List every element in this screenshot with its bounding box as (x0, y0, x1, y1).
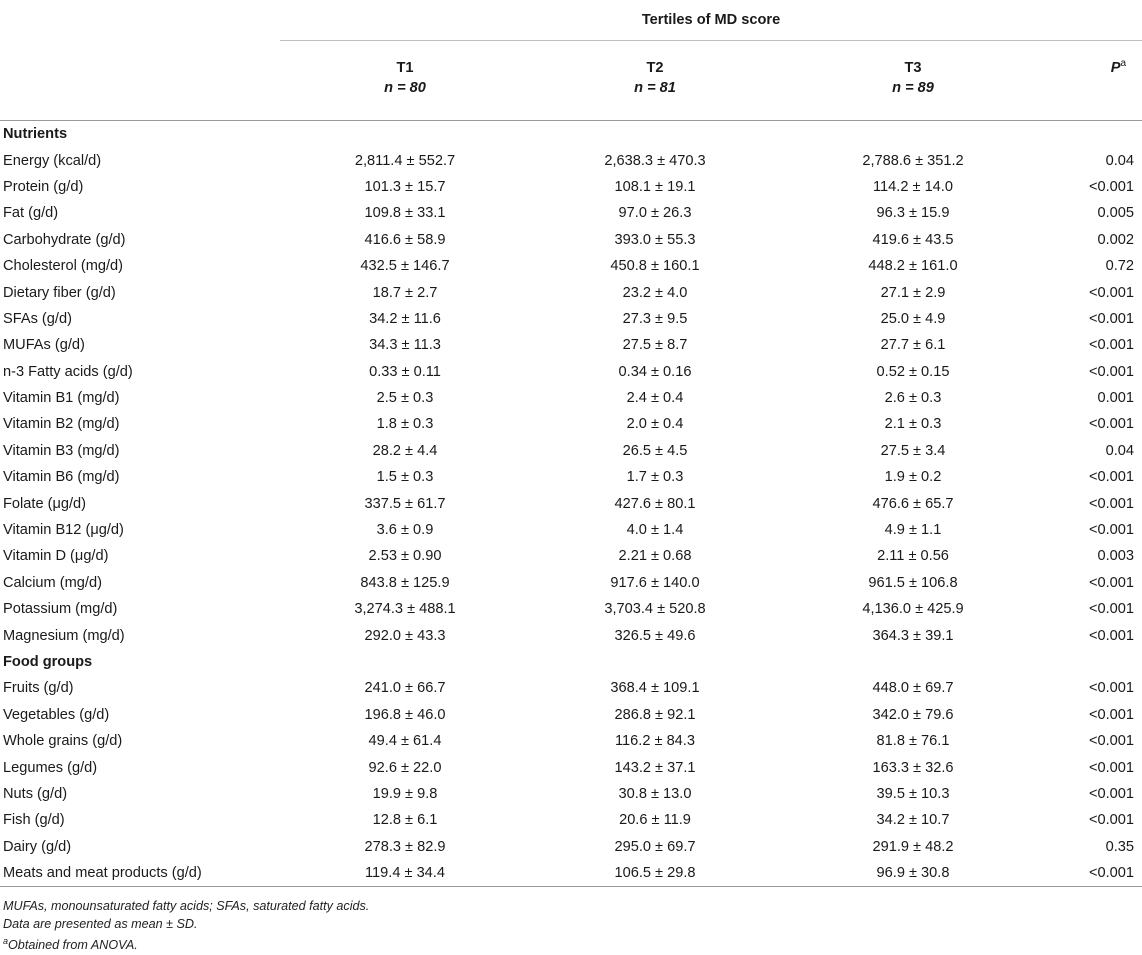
cell-t2: 427.6 ± 80.1 (614, 495, 696, 512)
row-label: Legumes (g/d) (3, 759, 98, 776)
table-row (0, 860, 1142, 887)
cell-p-value: 0.35 (1105, 838, 1135, 855)
cell-t3: 4,136.0 ± 425.9 (862, 601, 964, 618)
cell-t2: 0.34 ± 0.16 (618, 363, 692, 380)
cell-p-value: <0.001 (1088, 785, 1135, 802)
cell-t2: 2.0 ± 0.4 (626, 416, 684, 433)
cell-t3: 2.1 ± 0.3 (884, 416, 942, 433)
group-header-row (0, 0, 1142, 40)
table-row (0, 464, 1142, 490)
cell-t2: 326.5 ± 49.6 (614, 627, 696, 644)
cell-t1: 28.2 ± 4.4 (372, 442, 438, 459)
header-separator (0, 110, 1142, 121)
cell-t1: 2.5 ± 0.3 (376, 390, 434, 407)
cell-t3: 27.5 ± 3.4 (880, 442, 946, 459)
cell-t1: 843.8 ± 125.9 (360, 574, 450, 591)
row-label: Energy (kcal/d) (3, 152, 102, 169)
cell-t3: 2.6 ± 0.3 (884, 390, 942, 407)
cell-t1: 12.8 ± 6.1 (372, 812, 438, 829)
cell-t3: 448.2 ± 161.0 (868, 258, 958, 275)
cell-p-value: <0.001 (1088, 284, 1135, 301)
row-label: Dairy (g/d) (3, 838, 72, 855)
row-label: Meats and meat products (g/d) (3, 865, 202, 882)
row-label: Dietary fiber (g/d) (3, 284, 116, 301)
cell-t1: 0.33 ± 0.11 (369, 363, 441, 380)
cell-p-value: <0.001 (1088, 733, 1135, 750)
p-superscript: a (1120, 58, 1127, 70)
cell-p-value: <0.001 (1088, 363, 1135, 380)
table-row (0, 754, 1142, 780)
cell-p-value: 0.005 (1097, 205, 1135, 222)
cell-t2: 20.6 ± 11.9 (619, 812, 691, 829)
row-label: Vitamin B1 (mg/d) (3, 390, 120, 407)
col-n-t2: n = 81 (634, 80, 676, 96)
cell-t2: 108.1 ± 19.1 (614, 178, 696, 195)
table-row (0, 702, 1142, 728)
cell-t1: 241.0 ± 66.7 (364, 680, 446, 697)
cell-p-value: <0.001 (1088, 522, 1135, 539)
row-label: Cholesterol (mg/d) (3, 258, 124, 275)
cell-t2: 116.2 ± 84.3 (615, 733, 695, 750)
cell-t1: 416.6 ± 58.9 (364, 231, 446, 248)
table-row (0, 543, 1142, 569)
cell-t3: 163.3 ± 32.6 (872, 759, 954, 776)
row-label: Vitamin D (μg/d) (3, 548, 109, 565)
row-label: Folate (μg/d) (3, 495, 87, 512)
row-label: Vitamin B3 (mg/d) (3, 442, 120, 459)
col-n-t3: n = 89 (892, 80, 934, 96)
cell-t2: 2,638.3 ± 470.3 (604, 152, 706, 169)
cell-t1: 278.3 ± 82.9 (364, 838, 446, 855)
cell-t2: 27.3 ± 9.5 (622, 310, 688, 327)
cell-t1: 19.9 ± 9.8 (372, 785, 438, 802)
row-label: Vitamin B6 (mg/d) (3, 469, 120, 486)
group-title (280, 0, 1142, 40)
section-header-row (0, 121, 1142, 148)
cell-p-value: <0.001 (1088, 759, 1135, 776)
cell-t3: 419.6 ± 43.5 (872, 231, 954, 248)
cell-t3: 448.0 ± 69.7 (872, 680, 954, 697)
table-row (0, 781, 1142, 807)
table-row (0, 253, 1142, 279)
cell-t3: 342.0 ± 79.6 (872, 706, 954, 723)
cell-t1: 292.0 ± 43.3 (364, 627, 446, 644)
table-row (0, 306, 1142, 332)
cell-t2: 450.8 ± 160.1 (610, 258, 700, 275)
cell-t1: 1.8 ± 0.3 (376, 416, 434, 433)
bottom-rule (0, 887, 1142, 888)
row-label: Protein (g/d) (3, 178, 84, 195)
cell-t2: 143.2 ± 37.1 (614, 759, 696, 776)
row-label: Whole grains (g/d) (3, 733, 123, 750)
cell-t3: 27.1 ± 2.9 (880, 284, 946, 301)
cell-t3: 1.9 ± 0.2 (884, 469, 942, 486)
cell-t2: 30.8 ± 13.0 (618, 785, 692, 802)
cell-t1: 3,274.3 ± 488.1 (354, 601, 456, 618)
cell-p-value: 0.04 (1105, 442, 1135, 459)
cell-p-value: <0.001 (1088, 337, 1135, 354)
cell-p-value: <0.001 (1088, 495, 1135, 512)
cell-t1: 3.6 ± 0.9 (376, 522, 434, 539)
table-row (0, 147, 1142, 173)
row-label: Calcium (mg/d) (3, 574, 102, 591)
col-header-t1: T1 (396, 60, 414, 76)
cell-t3: 81.8 ± 76.1 (876, 733, 950, 750)
cell-t1: 18.7 ± 2.7 (372, 284, 438, 301)
cell-t2: 1.7 ± 0.3 (626, 469, 684, 486)
cell-t2: 27.5 ± 8.7 (622, 337, 688, 354)
cell-t3: 476.6 ± 65.7 (872, 495, 954, 512)
cell-t3: 34.2 ± 10.7 (876, 812, 950, 829)
table-row (0, 200, 1142, 226)
row-label: Vegetables (g/d) (3, 706, 110, 723)
cell-t1: 109.8 ± 33.1 (364, 205, 446, 222)
row-label: n-3 Fatty acids (g/d) (3, 363, 133, 380)
cell-t1: 34.3 ± 11.3 (369, 337, 441, 354)
cell-t3: 25.0 ± 4.9 (880, 310, 946, 327)
cell-p-value: 0.72 (1105, 258, 1135, 275)
cell-t3: 27.7 ± 6.1 (880, 337, 946, 354)
table-row (0, 174, 1142, 200)
cell-t3: 2,788.6 ± 351.2 (862, 152, 964, 169)
footnote-marker: a (3, 936, 9, 946)
cell-t2: 23.2 ± 4.0 (622, 284, 688, 301)
row-label: Fish (g/d) (3, 812, 65, 829)
col-n-t1: n = 80 (384, 80, 426, 96)
cell-p-value: <0.001 (1088, 601, 1135, 618)
row-label: Magnesium (mg/d) (3, 627, 125, 644)
cell-t3: 96.9 ± 30.8 (876, 865, 950, 882)
cell-t2: 368.4 ± 109.1 (610, 680, 700, 697)
cell-t1: 337.5 ± 61.7 (364, 495, 446, 512)
col-header-t2: T2 (646, 60, 664, 76)
group-title-text: Tertiles of MD score (641, 12, 781, 28)
cell-t2: 26.5 ± 4.5 (622, 442, 688, 459)
col-header-t3: T3 (904, 60, 922, 76)
cell-t1: 92.6 ± 22.0 (368, 759, 442, 776)
row-label: Fat (g/d) (3, 205, 59, 222)
cell-t1: 1.5 ± 0.3 (376, 469, 434, 486)
col-header-p (1046, 40, 1142, 78)
cell-p-value: 0.001 (1097, 390, 1135, 407)
cell-t2: 97.0 ± 26.3 (618, 205, 692, 222)
table-footnotes (3, 898, 369, 955)
table-row (0, 227, 1142, 253)
row-label: Potassium (mg/d) (3, 601, 118, 618)
table-row (0, 411, 1142, 437)
cell-t3: 291.9 ± 48.2 (872, 838, 954, 855)
table-row (0, 596, 1142, 622)
row-label: SFAs (g/d) (3, 310, 72, 327)
cell-p-value: 0.003 (1097, 548, 1135, 565)
table-row (0, 622, 1142, 648)
table-row (0, 385, 1142, 411)
cell-p-value: <0.001 (1088, 706, 1135, 723)
cell-t1: 101.3 ± 15.7 (364, 178, 446, 195)
row-label: Carbohydrate (g/d) (3, 231, 126, 248)
cell-t2: 286.8 ± 92.1 (614, 706, 696, 723)
table-row (0, 517, 1142, 543)
cell-t1: 2,811.4 ± 552.7 (354, 152, 456, 169)
cell-t1: 196.8 ± 46.0 (364, 706, 446, 723)
cell-t2: 393.0 ± 55.3 (614, 231, 696, 248)
column-n-row (0, 78, 1142, 110)
cell-p-value: 0.04 (1105, 152, 1135, 169)
footnote-abbreviations: MUFAs, monounsaturated fatty acids; SFAs, saturated fatty acids. (3, 899, 370, 913)
cell-p-value: 0.002 (1097, 231, 1135, 248)
section-title: Nutrients (3, 126, 68, 143)
row-label: Vitamin B12 (μg/d) (3, 522, 124, 539)
table-row (0, 570, 1142, 596)
p-label: P (1110, 60, 1121, 76)
section-title: Food groups (3, 654, 93, 670)
cell-t2: 2.21 ± 0.68 (618, 548, 692, 565)
cell-p-value: <0.001 (1088, 627, 1135, 644)
cell-t1: 2.53 ± 0.90 (368, 548, 442, 565)
cell-t2: 3,703.4 ± 520.8 (604, 601, 706, 618)
cell-t1: 49.4 ± 61.4 (368, 733, 442, 750)
cell-t2: 917.6 ± 140.0 (610, 574, 700, 591)
cell-p-value: <0.001 (1088, 812, 1135, 829)
cell-t3: 2.11 ± 0.56 (877, 548, 949, 565)
cell-t3: 4.9 ± 1.1 (884, 522, 942, 539)
cell-p-value: <0.001 (1088, 416, 1135, 433)
cell-t3: 39.5 ± 10.3 (876, 785, 950, 802)
cell-t3: 96.3 ± 15.9 (876, 205, 950, 222)
table-row (0, 807, 1142, 833)
cell-t2: 2.4 ± 0.4 (626, 390, 684, 407)
cell-p-value: <0.001 (1088, 469, 1135, 486)
cell-t3: 0.52 ± 0.15 (876, 363, 950, 380)
cell-t2: 4.0 ± 1.4 (626, 522, 684, 539)
cell-t2: 295.0 ± 69.7 (614, 838, 696, 855)
group-title-underline (280, 40, 1142, 41)
footnote-anova (3, 933, 369, 955)
cell-t1: 119.4 ± 34.4 (365, 865, 445, 882)
footnote-data-format: Data are presented as mean ± SD. (3, 916, 198, 931)
cell-p-value: <0.001 (1088, 310, 1135, 327)
table-row (0, 834, 1142, 860)
table-row (0, 359, 1142, 385)
table-row (0, 332, 1142, 358)
cell-p-value: <0.001 (1088, 178, 1135, 195)
row-label: Nuts (g/d) (3, 785, 68, 802)
row-label: Fruits (g/d) (3, 680, 74, 697)
cell-t3: 961.5 ± 106.8 (868, 574, 958, 591)
table-row (0, 675, 1142, 701)
table-row (0, 490, 1142, 516)
cell-t1: 432.5 ± 146.7 (360, 258, 450, 275)
column-header-row (0, 40, 1142, 78)
footnote-anova-text: Obtained from ANOVA. (8, 938, 138, 953)
cell-t3: 114.2 ± 14.0 (873, 178, 953, 195)
cell-t1: 34.2 ± 11.6 (369, 310, 441, 327)
cell-t3: 364.3 ± 39.1 (872, 627, 954, 644)
cell-p-value: <0.001 (1088, 680, 1135, 697)
table-row (0, 728, 1142, 754)
section-header-row (0, 649, 1142, 675)
table-row (0, 438, 1142, 464)
cell-p-value: <0.001 (1088, 574, 1135, 591)
row-label: Vitamin B2 (mg/d) (3, 416, 120, 433)
cell-p-value: <0.001 (1088, 865, 1135, 882)
cell-t2: 106.5 ± 29.8 (614, 865, 696, 882)
row-label: MUFAs (g/d) (3, 337, 85, 354)
table-row (0, 279, 1142, 305)
